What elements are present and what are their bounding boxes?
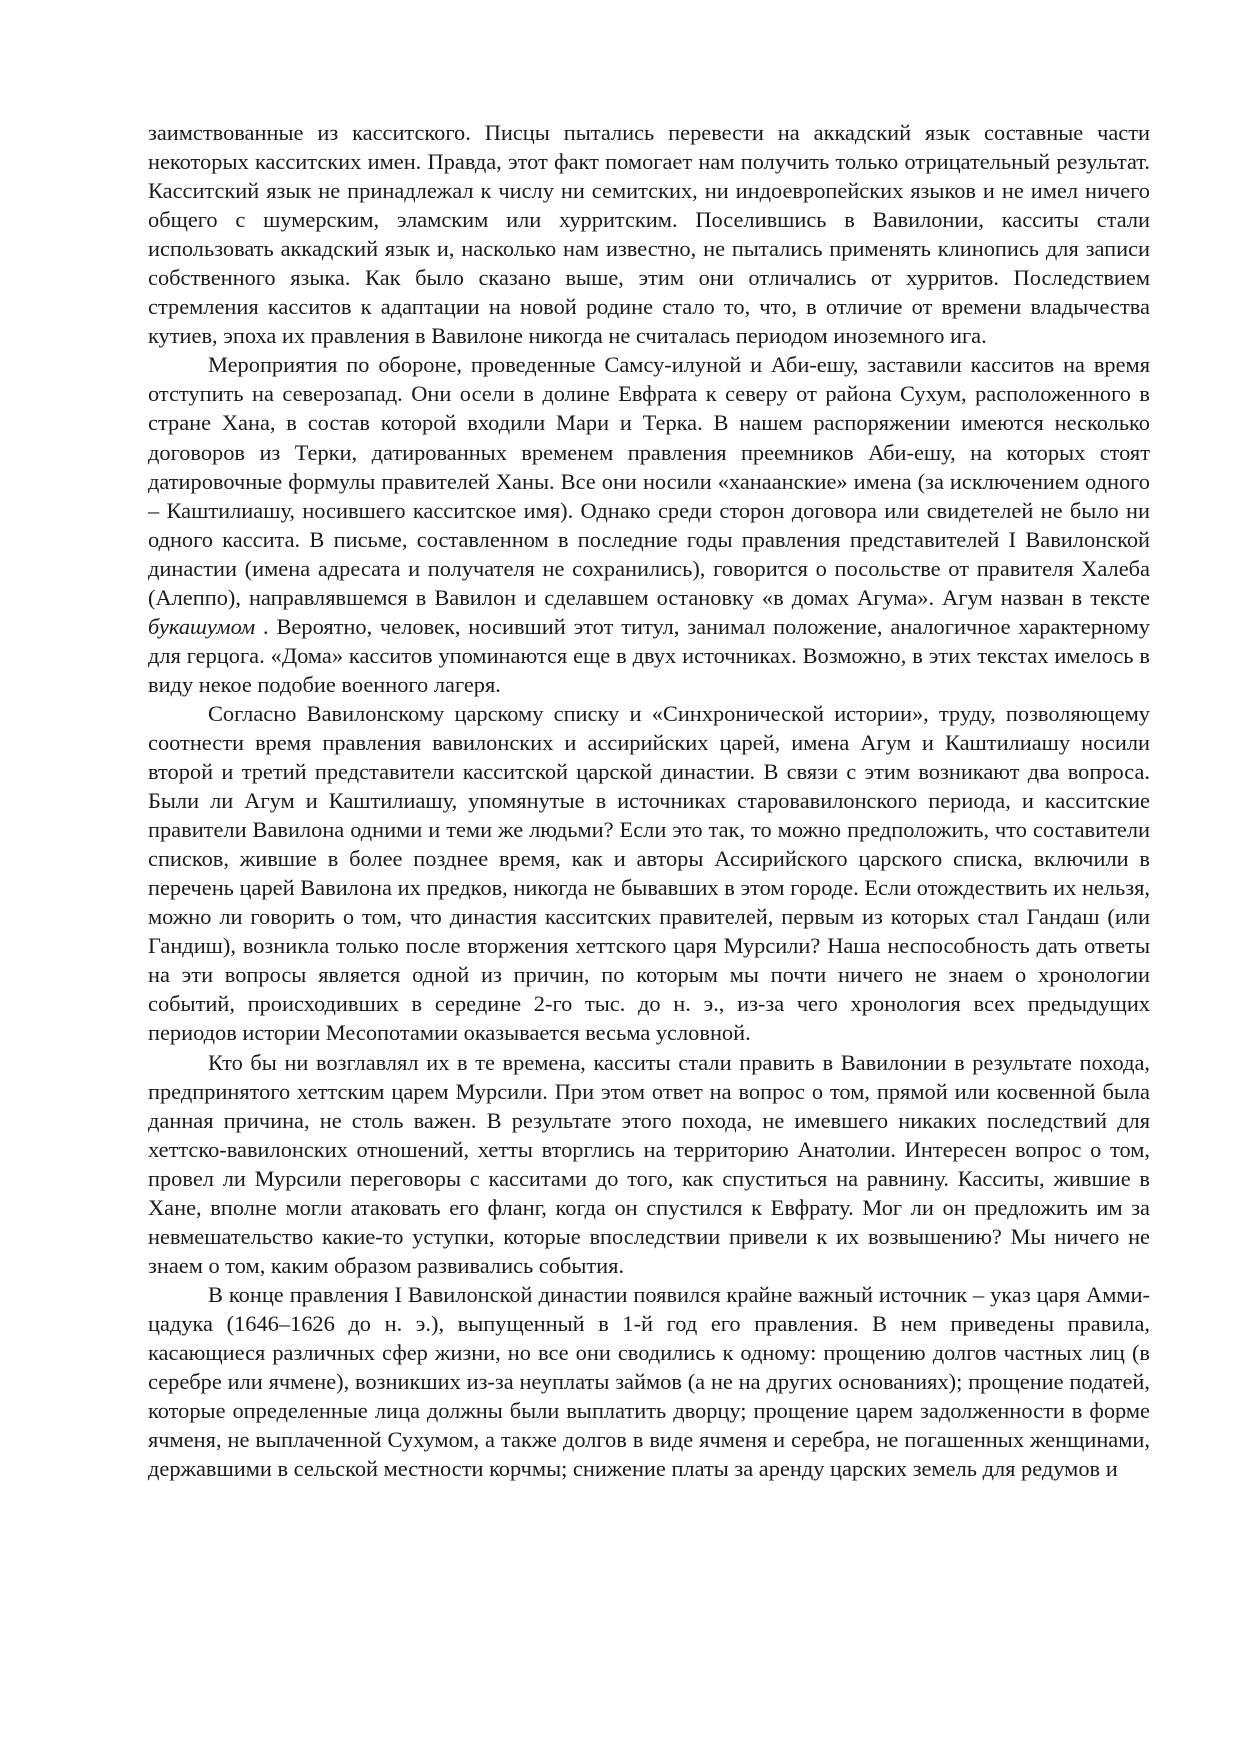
paragraph-2-text-before: Мероприятия по обороне, проведенные Самсу-илуной и Аби-ешу, заставили касситов на время отступить на северозапад. Они осели в долине Евфрата к северу от района Сухум, расположенного в стране Хана, в состав которой входили Мари и Терка. В нашем распоряжении имеются несколько договоров из Терки, датированных временем правления преемников Аби-ешу, на которых стоят датировочные формулы правителей Ханы. Все они носили «ханаанские» имена (за исключением одного – Каштилиашу, носившего касситское имя). Однако среди сторон договора или свидетелей не было ни одного кассита. В письме, составленном в последние годы правления представителей I Вавилонской династии (имена адресата и получателя не сохранились), говорится о посольстве от правителя Халеба (Алеппо), направлявшемся в Вавилон и сделавшем остановку «в домах Агума». Агум назван в тексте [148, 352, 1150, 610]
italic-term-bukashum: букашумом [148, 613, 256, 639]
paragraph-1: заимствованные из касситского. Писцы пытались перевести на аккадский язык составные части некоторых касситских имен. Правда, этот факт помогает нам получить только отрицательный результат. Касситский язык не принадлежал к числу ни семитских, ни индоевропейских языков и не имел ничего общего с шумерским, эламским или хурритским. Поселившись в Вавилонии, касситы стали использовать аккадский язык и, насколько нам известно, не пытались применять клинопись для записи собственного языка. Как было сказано выше, этим они отличались от хурритов. Последствием стремления касситов к адаптации на новой родине стало то, что, в отличие от времени владычества кутиев, эпоха их правления в Вавилоне никогда не считалась периодом иноземного ига. [148, 120, 1150, 349]
paragraph-3: Согласно Вавилонскому царскому списку и «Синхронической истории», труду, позволяющему соотнести время правления вавилонских и ассирийских царей, имена Агум и Каштилиашу носили второй и третий представители касситской царской династии. В связи с этим возникают два вопроса. Были ли Агум и Каштилиашу, упомянутые в источниках старовавилонского периода, и касситские правители Вавилона одними и теми же людьми? Если это так, то можно предположить, что составители списков, жившие в более позднее время, как и авторы Ассирийского царского списка, включили в перечень царей Вавилона их предков, никогда не бывавших в этом городе. Если отождествить их нельзя, можно ли говорить о том, что династия касситских правителей, первым из которых стал Гандаш (или Гандиш), возникла только после вторжения хеттского царя Мурсили? Наша неспособность дать ответы на эти вопросы является одной из причин, по которым мы почти ничего не знаем о хронологии событий, происходивших в середине 2-го тыс. до н. э., из-за чего хронология всех предыдущих периодов истории Месопотамии оказывается весьма условной. [148, 700, 1150, 1046]
document-page [148, 118, 1150, 1483]
paragraph-4: Кто бы ни возглавлял их в те времена, касситы стали править в Вавилонии в результате похода, предпринятого хеттским царем Мурсили. При этом ответ на вопрос о том, прямой или косвенной была данная причина, не столь важен. В результате этого похода, не имевшего никаких последствий для хеттско-вавилонских отношений, хетты вторглись на территорию Анатолии. Интересен вопрос о том, провел ли Мурсили переговоры с касситами до того, как спуститься на равнину. Касситы, жившие в Хане, вполне могли атаковать его фланг, когда он спустился к Евфрату. Мог ли он предложить им за невмешательство какие-то уступки, которые впоследствии привели к их возвышению? Мы ничего не знаем о том, каким образом развивались события. [148, 1049, 1150, 1278]
paragraph-5: В конце правления I Вавилонской династии появился крайне важный источник – указ царя Амми-цадука (1646–1626 до н. э.), выпущенный в 1-й год его правления. В нем приведены правила, касающиеся различных сфер жизни, но все они сводились к одному: прощению долгов частных лиц (в серебре или ячмене), возникших из-за неуплаты займов (а не на других основаниях); прощение податей, которые определенные лица должны были выплатить дворцу; прощение царем задолженности в форме ячменя, не выплаченной Сухумом, а также долгов в виде ячменя и серебра, не погашенных женщинами, державшими в сельской местности корчмы; снижение платы за аренду царских земель для редумов и [148, 1281, 1150, 1482]
paragraph-2-text-after: . Вероятно, человек, носивший этот титул, занимал положение, аналогичное характерному для герцога. «Дома» касситов упоминаются еще в двух источниках. Возможно, в этих текстах имелось в виду некое подобие военного лагеря. [148, 613, 1150, 697]
paragraph-2 [148, 350, 1150, 699]
